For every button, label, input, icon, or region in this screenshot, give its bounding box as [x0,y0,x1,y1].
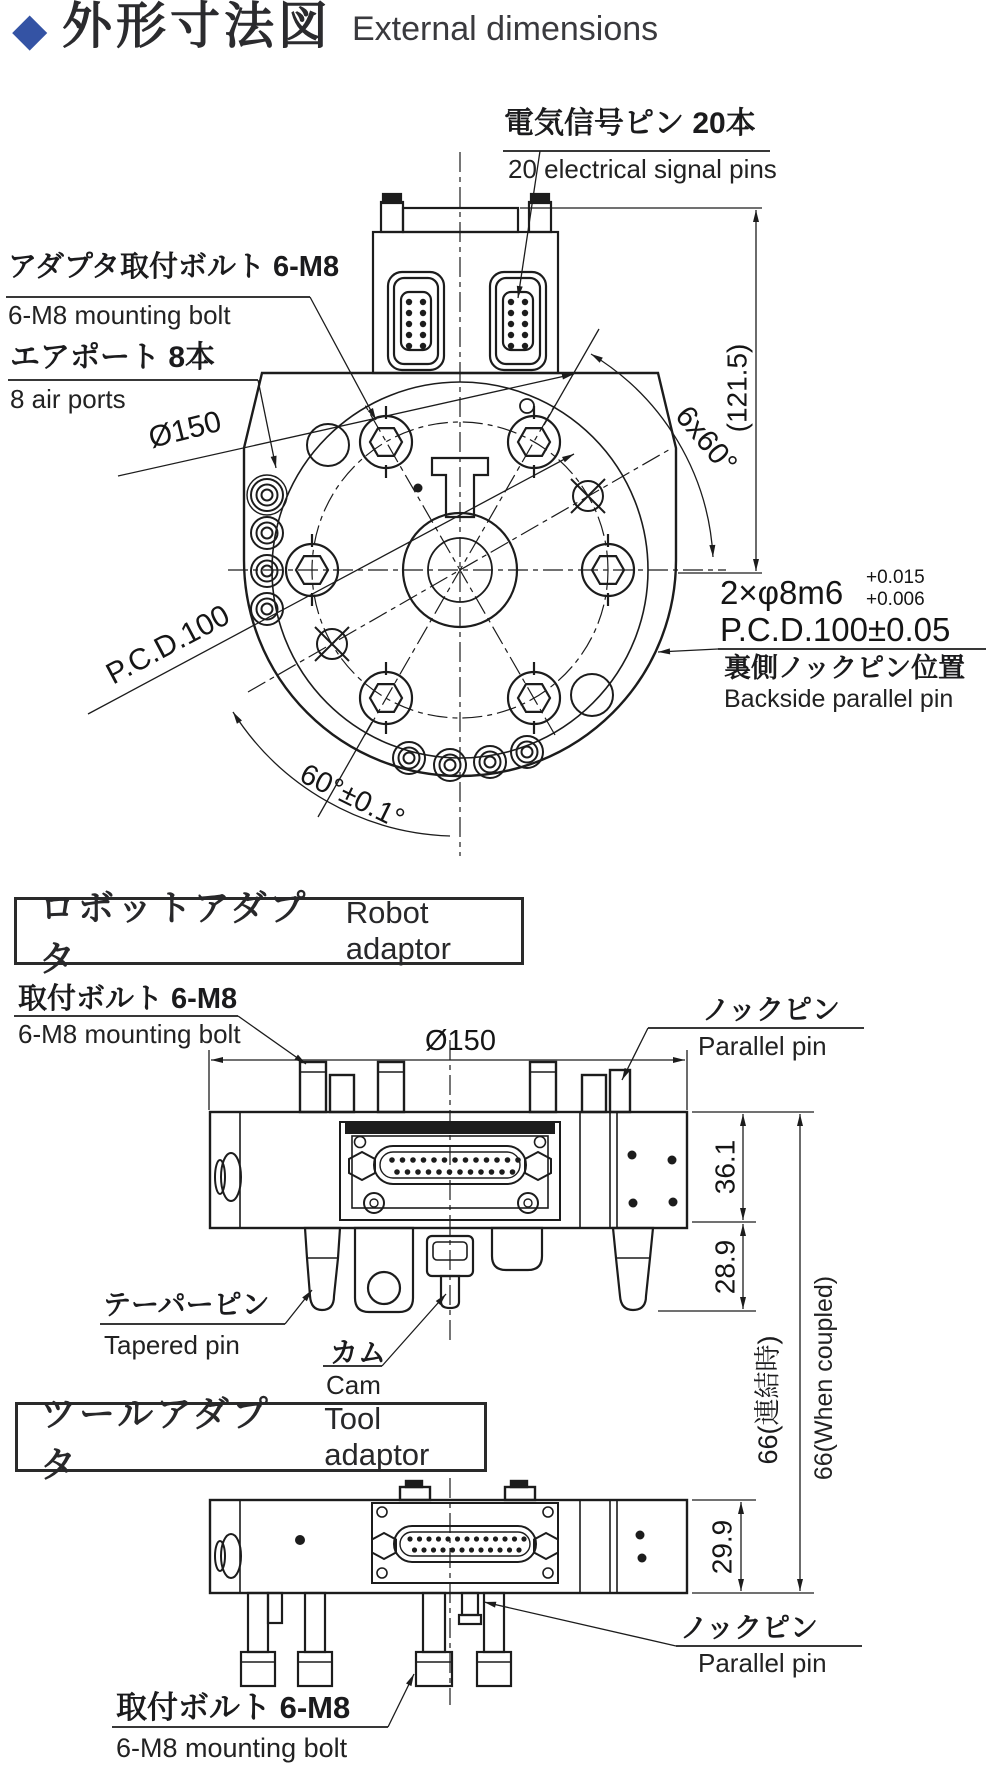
signal-pins-label-en: 20 electrical signal pins [508,154,777,184]
signal-connector-block [373,194,558,373]
robot-mount-bolt-label-jp: 取付ボルト 6-M8 [18,983,238,1015]
coupled-dim-label-jp: 66(連結時) [752,1335,783,1465]
coupled-dim-label-en: 66(When coupled) [810,1275,838,1481]
air-ports-label-en: 8 air ports [10,384,126,414]
backside-pin-label-en: Backside parallel pin [724,685,954,713]
knock-pin-tol-lower: +0.006 [866,589,925,610]
robot-knock-pin-label-en: Parallel pin [698,1031,827,1061]
tool-knock-pin-label-jp: ノックピン [680,1612,819,1643]
tool-dsub-connector [372,1503,558,1583]
tool-mounting-bolts [241,1593,511,1686]
tool-adaptor-title-en: Tool adaptor [324,1401,430,1472]
dsub-pins [407,1536,526,1552]
pcd-label: P.C.D.100 [100,598,236,692]
robot-adaptor-title-en: Robot adaptor [345,895,451,966]
robot-knock-pin-label-jp: ノックピン [702,994,841,1025]
angle-tolerance-label: 60°±0.1° [294,758,410,836]
adapter-bolt-label-en: 6-M8 mounting bolt [8,300,231,330]
tool-mount-bolt-label-jp: 取付ボルト 6-M8 [116,1690,351,1725]
cam-label-jp: カム [330,1337,387,1368]
robot-adaptor-title-box [14,887,524,979]
adapter-bolt-label-jp: アダプタ取付ボルト 6-M8 [8,251,340,283]
dim-28-9-label: 28.9 [709,1239,741,1295]
air-ports-label-jp: エアポート 8本 [10,341,216,374]
robot-underside-parts [305,1228,653,1312]
backside-pin-label-jp: 裏側ノックピン位置 [724,653,966,683]
tool-adaptor-title-jp: ツールアダプタ [40,1393,271,1485]
tool-adaptor-title-box [15,1393,487,1485]
page-title-en: External dimensions [352,10,659,48]
robot-diameter-label: Ø150 [425,1025,496,1057]
tool-knock-pin-label-en: Parallel pin [698,1648,827,1678]
dim-29-9-label: 29.9 [706,1519,738,1575]
center-bore [403,399,534,627]
knock-pin-spec-label: 2×φ8m6 [720,574,844,611]
robot-adaptor-title-jp: ロボットアダプタ [39,887,309,979]
knock-pin-pcd-label: P.C.D.100±0.05 [720,611,951,648]
bolt-angle-label: 6x60° [668,399,744,481]
flange-diameter-label: Ø150 [145,405,225,455]
tapered-pin-label-jp: テーパーピン [103,1289,270,1320]
title-diamond-icon: ◆ [12,3,48,55]
knock-pin-tol-upper: +0.015 [866,567,925,588]
dsub-pins [389,1157,521,1175]
air-ports [247,475,543,781]
robot-mount-bolt-label-en: 6-M8 mounting bolt [18,1019,241,1049]
height-ref-label: (121.5) [721,343,753,433]
page-title-jp: 外形寸法図 [62,0,332,54]
tapered-pin-label-en: Tapered pin [104,1330,240,1360]
cam-label-en: Cam [326,1370,381,1400]
dim-36-1-label: 36.1 [709,1139,741,1195]
tool-mount-bolt-label-en: 6-M8 mounting bolt [116,1733,348,1763]
signal-pins-label-jp: 電気信号ピン 20本 [504,107,756,140]
